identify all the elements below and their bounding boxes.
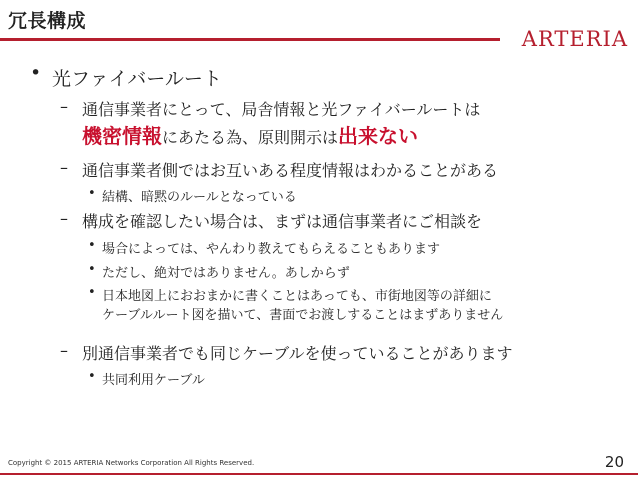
sub-sub-bullet-text: 場合によっては、やんわり教えてもらえることもあります xyxy=(102,242,441,257)
sub-sub-bullet-text: ただし、絶対ではありません。あしからず xyxy=(102,266,350,281)
sub-bullet-text: 別通信事業者でも同じケーブルを使っていることがあります xyxy=(82,344,513,363)
emphasis-confidential-info: 機密情報 xyxy=(82,124,162,148)
dash-marker: – xyxy=(60,97,68,116)
text-middle: にあたる為、原則開示は xyxy=(162,128,339,147)
bullet-dot: • xyxy=(30,62,42,84)
dash-marker: – xyxy=(60,341,68,360)
bullet-dot: • xyxy=(88,262,96,277)
sub-sub-bullet-text: 結構、暗黙のルールとなっている xyxy=(102,190,297,205)
sub-bullet-text: 構成を確認したい場合は、まずは通信事業者にご相談を xyxy=(82,212,483,231)
bullet-dot: • xyxy=(88,186,96,201)
sub-bullet-text-line2 xyxy=(82,120,418,149)
sub-bullet-text: 通信事業者側ではお互いある程度情報はわかることがある xyxy=(82,161,499,180)
bullet-dot: • xyxy=(88,285,96,300)
sub-sub-bullet-text: 共同利用ケーブル xyxy=(102,373,205,388)
bullet-text: 光ファイバールート xyxy=(52,68,222,90)
dash-marker: – xyxy=(60,209,68,228)
bullet-dot: • xyxy=(88,238,96,253)
arteria-logo: ARTERIA xyxy=(521,27,628,51)
sub-sub-bullet-text: 日本地図上におおまかに書くことはあっても、市街地図等の詳細に xyxy=(102,289,492,304)
bullet-dot: • xyxy=(88,369,96,384)
emphasis-cannot: 出来ない xyxy=(338,124,419,148)
page-number: 20 xyxy=(604,453,624,471)
footer-divider xyxy=(0,473,638,475)
sub-sub-bullet-text: ケーブルルート図を描いて、書面でお渡しすることはまずありません xyxy=(102,308,504,323)
slide-title: 冗長構成 xyxy=(8,10,87,32)
header-divider xyxy=(0,38,500,41)
copyright-notice: Copyright © 2015 ARTERIA Networks Corporation All Rights Reserved. xyxy=(8,459,255,467)
dash-marker: – xyxy=(60,158,68,177)
sub-bullet-text: 通信事業者にとって、局舎情報と光ファイバールートは xyxy=(82,100,481,119)
